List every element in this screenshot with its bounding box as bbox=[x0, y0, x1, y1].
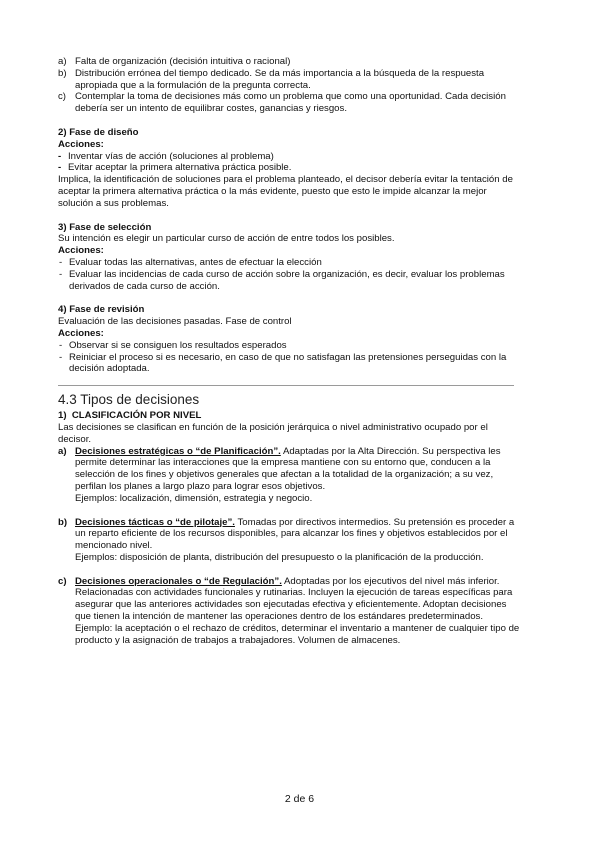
page-number: 2 de 6 bbox=[284, 793, 315, 805]
phase-2-paragraph: Implica, la identificación de soluciones para el problema planteado, el decisor debería evitar la tentación de aceptar la primera alternativa práctica o la más evidente, puesto que esto le impide alcanzar la mejor solución a sus problemas. bbox=[58, 174, 513, 209]
decision-type-example: Ejemplos: localización, dimensión, estrategia y negocio. bbox=[75, 492, 313, 504]
list-text: Evaluar las incidencias de cada curso de acción sobre la organización, es decir, evaluar los problemas derivados de cada curso de acción. bbox=[69, 268, 505, 292]
list-item bbox=[58, 91, 520, 115]
list-text: Distribución errónea del tiempo dedicado. Se da más importancia a la búsqueda de la respuesta apropiada que a la formulación de la pregunta correcta. bbox=[75, 67, 485, 91]
list-text: Falta de organización (decisión intuitiva o racional) bbox=[75, 56, 291, 67]
list-marker: a) bbox=[58, 56, 67, 67]
section-heading: 4.3 Tipos de decisiones bbox=[58, 392, 200, 408]
decision-type-title: Decisiones operacionales o “de Regulación”. bbox=[75, 575, 282, 587]
phase-3-intro: Su intención es elegir un particular curso de acción de entre todos los posibles. bbox=[58, 233, 395, 245]
list-item: - Evaluar todas las alternativas, antes de efectuar la elección bbox=[59, 256, 322, 268]
decision-type-example: Ejemplo: la aceptación o el rechazo de créditos, determinar el inventario a mantener de cualquier tipo de producto y la asignación de trabajos a trabajadores. Volumen de almacenes. bbox=[75, 622, 520, 646]
list-text: Reiniciar el proceso si es necesario, en caso de que no satisfagan las pretensiones perseguidas con la decisión adoptada. bbox=[69, 351, 507, 375]
decision-type-title: Decisiones tácticas o “de pilotaje”. bbox=[75, 516, 235, 528]
document-page bbox=[58, 56, 520, 646]
list-item bbox=[58, 56, 520, 68]
list-text: Evaluar todas las alternativas, antes de efectuar la elección bbox=[69, 256, 322, 268]
list-item bbox=[58, 68, 520, 92]
list-marker: c) bbox=[58, 575, 67, 587]
decision-type-item bbox=[58, 446, 520, 505]
list-item: - Evitar aceptar la primera alternativa práctica posible. bbox=[58, 162, 292, 174]
phase-2-actions-label: Acciones: bbox=[58, 138, 104, 150]
phase-3-actions-label: Acciones: bbox=[58, 245, 104, 257]
decision-type-item bbox=[58, 517, 520, 564]
phase-3-title: 3) Fase de selección bbox=[58, 221, 152, 233]
list-item: - Reiniciar el proceso si es necesario, en caso de que no satisfagan las pretensiones perseguidas con la decisión adoptada. bbox=[59, 351, 507, 375]
decision-type-text: Adaptadas por la Alta Dirección. Su perspectiva les permite determinar las interacciones que la empresa mantiene con su entorno que, conducen a la selección de los fines y objetivos generales que afectan a la totalidad de la organización; a su vez, perfilan los planes a largo plazo para lograr esos objetivos. bbox=[75, 445, 501, 492]
decision-type-title: Decisiones estratégicas o “de Planificación”. bbox=[75, 445, 281, 457]
list-text: Inventar vías de acción (soluciones al problema) bbox=[68, 150, 274, 162]
list-text: Contemplar la toma de decisiones más como un problema que como una oportunidad. Cada decisión debería ser un intento de equilibrar costes, ganancias y riesgos. bbox=[75, 91, 506, 115]
decision-type-text: Adoptadas por los ejecutivos del nivel más inferior. Relacionadas con actividades funcionales y rutinarias. Incluyen la ejecución de tareas específicas para asegurar que las anteriores actividades son ejecutadas efectiva y eficientemente. Adoptan decisiones que tienen la intención de mantener las operaciones dentro de los estándares predeterminados. bbox=[75, 575, 513, 623]
decision-type-example: Ejemplos: disposición de planta, distribución del presupuesto o la planificación de la producción. bbox=[75, 551, 484, 563]
phase-4-actions-label: Acciones: bbox=[58, 327, 104, 339]
list-item: - Observar si se consiguen los resultados esperados bbox=[59, 339, 287, 351]
classification-intro: Las decisiones se clasifican en función de la posición jerárquica o nivel administrativo ocupado por el decisor. bbox=[58, 421, 488, 445]
list-marker: c) bbox=[58, 91, 66, 103]
decision-type-text: Tomadas por directivos intermedios. Su pretensión es proceder a un reparto eficiente de los recursos disponibles, para alcanzar los fines y objetivos establecidos por el mencionado nivel. bbox=[75, 516, 515, 552]
list-text: Evitar aceptar la primera alternativa práctica posible. bbox=[68, 162, 292, 174]
decision-type-item bbox=[58, 576, 520, 647]
list-marker: b) bbox=[58, 516, 68, 528]
list-item: - Evaluar las incidencias de cada curso de acción sobre la organización, es decir, evaluar los problemas derivados de cada curso de acción. bbox=[59, 268, 505, 292]
phase-4-title: 4) Fase de revisión bbox=[58, 304, 145, 316]
classification-title: 1) CLASIFICACIÓN POR NIVEL bbox=[58, 410, 202, 422]
section-divider bbox=[58, 385, 514, 386]
phase-4-intro: Evaluación de las decisiones pasadas. Fase de control bbox=[58, 316, 292, 328]
list-marker: b) bbox=[58, 67, 67, 79]
phase-2-title: 2) Fase de diseño bbox=[58, 126, 139, 138]
list-text: Observar si se consiguen los resultados esperados bbox=[69, 339, 287, 351]
list-marker: a) bbox=[58, 445, 67, 457]
list-item: - Inventar vías de acción (soluciones al problema) bbox=[58, 150, 274, 162]
